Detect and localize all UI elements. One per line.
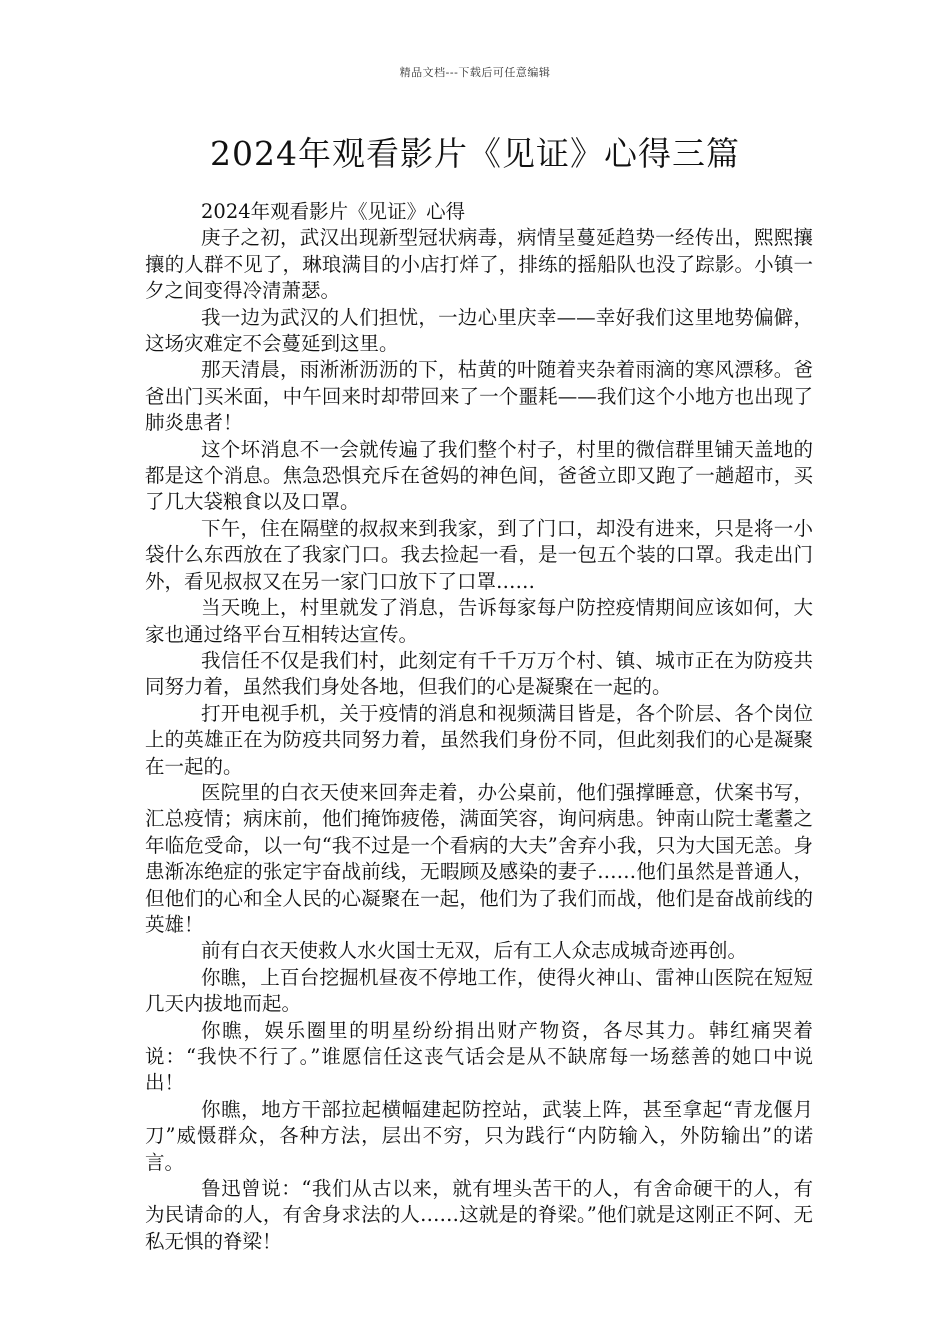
document-title: 2024年观看影片《见证》心得三篇 — [210, 134, 740, 173]
paragraph: 那天清晨，雨淅淅沥沥的下，枯黄的叶随着夹杂着雨滴的寒风漂移。爸爸出门买米面，中午回来时却带回来了一个噩耗——我们这个小地方也出现了肺炎患者！ — [145, 358, 813, 435]
paragraph: 你瞧，上百台挖掘机昼夜不停地工作，使得火神山、雷神山医院在短短几天内拔地而起。 — [145, 965, 813, 1016]
paragraph: 打开电视手机，关于疫情的消息和视频满目皆是，各个阶层、各个岗位上的英雄正在为防疫共同努力着，虽然我们身份不同，但此刻我们的心是凝聚在一起的。 — [145, 701, 813, 778]
paragraph: 我一边为武汉的人们担忧，一边心里庆幸——幸好我们这里地势偏僻，这场灾难定不会蔓延到这里。 — [145, 305, 813, 356]
paragraph: 我信任不仅是我们村，此刻定有千千万万个村、镇、城市正在为防疫共同努力着，虽然我们身处各地，但我们的心是凝聚在一起的。 — [145, 648, 813, 699]
paragraph: 医院里的白衣天使来回奔走着，办公桌前，他们强撑睡意，伏案书写，汇总疫情；病床前，他们掩饰疲倦，满面笑容，询问病患。钟南山院士耄耋之年临危受命，以一句“我不过是一个看病的大夫”舍弃小我，只为大国无恙。身患渐冻绝症的张定宇奋战前线，无暇顾及感染的妻子……他们虽然是普通人，但他们的心和全人民的心凝聚在一起，他们为了我们而战，他们是奋战前线的英雄！ — [145, 780, 813, 936]
paragraph: 当天晚上，村里就发了消息，告诉每家每户防控疫情期间应该如何，大家也通过络平台互相转达宣传。 — [145, 596, 813, 646]
paragraph: 下午，住在隔壁的叔叔来到我家，到了门口，却没有进来，只是将一小袋什么东西放在了我家门口。我去捡起一看，是一包五个装的口罩。我走出门外，看见叔叔又在另一家门口放下了口罩…… — [145, 516, 813, 593]
document-body — [145, 199, 813, 1255]
paragraph: 这个坏消息不一会就传遍了我们整个村子，村里的微信群里铺天盖地的都是这个消息。焦急恐惧充斥在爸妈的神色间，爸爸立即又跑了一趟超市，买了几大袋粮食以及口罩。 — [145, 437, 813, 514]
paragraph: 你瞧，地方干部拉起横幅建起防控站，武装上阵，甚至拿起“青龙偃月刀”威慑群众，各种方法，层出不穷，只为践行“内防输入，外防输出”的诺言。 — [145, 1097, 813, 1174]
document-subtitle: 2024年观看影片《见证》心得 — [201, 200, 466, 223]
paragraph: 前有白衣天使救人水火国士无双，后有工人众志成城奇迹再创。 — [201, 939, 748, 963]
page-header-note: 精品文档---下载后可任意编辑 — [399, 66, 551, 79]
paragraph: 鲁迅曾说：“我们从古以来，就有埋头苦干的人，有舍命硬干的人，有为民请命的人，有舍身求法的人……这就是的脊梁。”他们就是这刚正不阿、无私无惧的脊梁！ — [145, 1177, 813, 1253]
paragraph: 你瞧，娱乐圈里的明星纷纷捐出财产物资，各尽其力。韩红痛哭着说：“我快不行了。”谁愿信任这丧气话会是从不缺席每一场慈善的她口中说出！ — [145, 1018, 813, 1095]
paragraph: 庚子之初，武汉出现新型冠状病毒，病情呈蔓延趋势一经传出，熙熙攘攘的人群不见了，琳琅满目的小店打烊了，排练的摇船队也没了踪影。小镇一夕之间变得冷清萧瑟。 — [145, 226, 813, 303]
